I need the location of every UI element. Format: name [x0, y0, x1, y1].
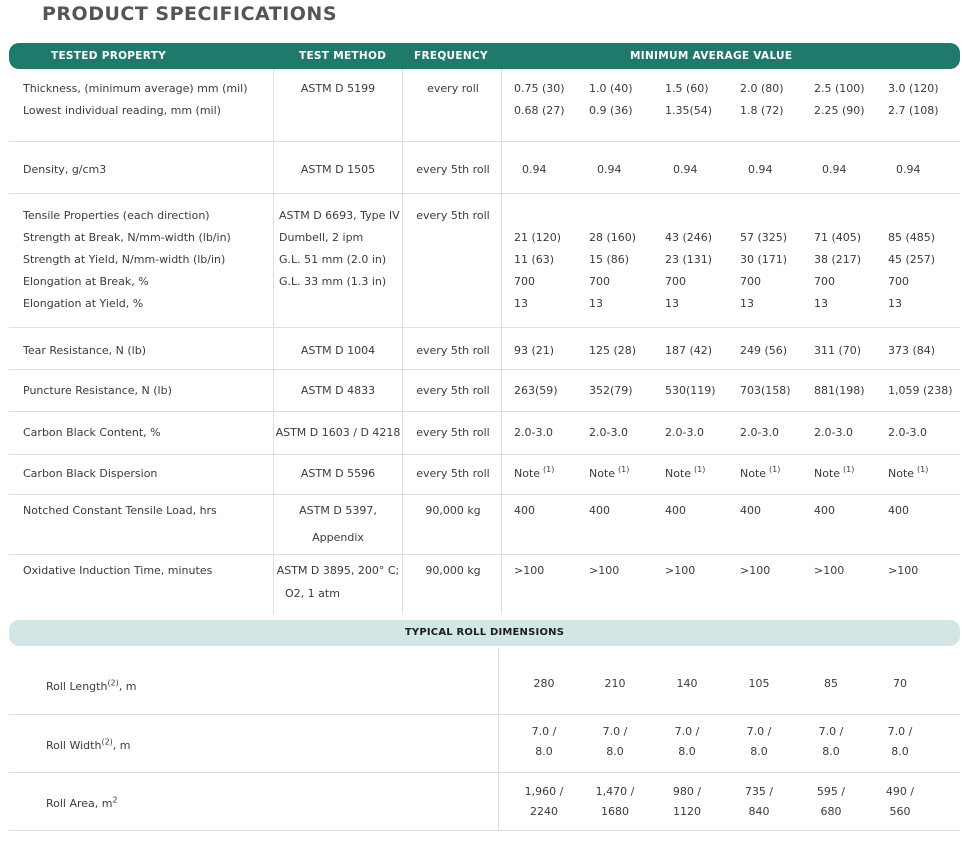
roll-value: 560 [889, 805, 911, 818]
spec-value: 0.68 (27) [514, 104, 565, 117]
spec-value: 700 [814, 275, 835, 288]
roll-value: 1,960 / [524, 785, 564, 798]
spec-value: 13 [740, 297, 754, 310]
roll-dimensions-header [9, 620, 960, 646]
row-notched [9, 495, 960, 555]
roll-value: 70 [893, 677, 907, 690]
test-method: ASTM D 6693, Type IV [279, 209, 400, 222]
spec-value: 400 [888, 504, 909, 517]
note-text: Note [589, 467, 616, 480]
roll-value: 680 [820, 805, 842, 818]
spec-value: 400 [589, 504, 610, 517]
prop-label: Carbon Black Content, % [23, 426, 161, 439]
note-ref: (1) [694, 465, 706, 475]
test-method: ASTM D 1603 / D 4218 [275, 426, 401, 439]
frequency: every 5th roll [416, 467, 490, 480]
prop-label: Lowest individual reading, mm (mil) [23, 104, 221, 117]
test-method: ASTM D 5397, [299, 504, 377, 517]
spec-value: 373 (84) [888, 344, 936, 357]
note-ref: (1) [843, 465, 855, 475]
test-method: ASTM D 1505 [300, 163, 376, 176]
spec-value: 43 (246) [665, 231, 713, 244]
frequency: every 5th roll [416, 426, 490, 439]
spec-value: 700 [665, 275, 686, 288]
roll-value: 1120 [673, 805, 701, 818]
roll-value: 7.0 / [531, 725, 557, 738]
spec-value: 0.94 [896, 163, 921, 176]
roll-value: 8.0 [535, 745, 553, 758]
test-method: ASTM D 4833 [300, 384, 376, 397]
spec-value: 187 (42) [665, 344, 713, 357]
test-method: ASTM D 5596 [300, 467, 376, 480]
spec-value: 700 [888, 275, 909, 288]
test-method: O2, 1 atm [285, 587, 340, 600]
roll-value: 8.0 [891, 745, 909, 758]
spec-value: 400 [514, 504, 535, 517]
spec-value: >100 [589, 564, 620, 577]
spec-value: 0.94 [522, 163, 547, 176]
spec-value: 352(79) [589, 384, 633, 397]
roll-value: 7.0 / [818, 725, 844, 738]
roll-value: 8.0 [606, 745, 624, 758]
row-tear [9, 328, 960, 370]
roll-value: 2240 [530, 805, 558, 818]
spec-value: 0.75 (30) [514, 82, 565, 95]
frequency: every 5th roll [416, 209, 490, 222]
spec-value: 1.5 (60) [665, 82, 709, 95]
roll-value: 980 / [672, 785, 702, 798]
roll-value: 1,470 / [595, 785, 635, 798]
frequency: 90,000 kg [425, 564, 481, 577]
row-tensile [9, 194, 960, 328]
spec-value: 3.0 (120) [888, 82, 939, 95]
row-carbon-content [9, 412, 960, 455]
prop-label: Elongation at Yield, % [23, 297, 144, 310]
row-roll-area [9, 773, 960, 831]
test-method: ASTM D 5199 [300, 82, 376, 95]
spec-value: 0.94 [597, 163, 622, 176]
test-method: ASTM D 3895, 200° C; [276, 564, 400, 577]
spec-value: 93 (21) [514, 344, 555, 357]
spec-value: 2.0-3.0 [740, 426, 779, 439]
prop-label: Carbon Black Dispersion [23, 467, 158, 480]
note-text: Note [888, 467, 915, 480]
spec-value: 2.0-3.0 [888, 426, 927, 439]
spec-value: >100 [888, 564, 919, 577]
note-value [814, 463, 854, 485]
roll-value: 7.0 / [602, 725, 628, 738]
spec-value: 11 (63) [514, 253, 555, 266]
header-min-avg-value: MINIMUM AVERAGE VALUE [630, 50, 793, 62]
spec-value: 400 [665, 504, 686, 517]
frequency: 90,000 kg [425, 504, 481, 517]
spec-value: 700 [514, 275, 535, 288]
spec-value: 2.7 (108) [888, 104, 939, 117]
frequency: every 5th roll [416, 384, 490, 397]
test-method: Appendix [312, 531, 364, 544]
frequency: every 5th roll [416, 163, 490, 176]
roll-value: 7.0 / [887, 725, 913, 738]
roll-value: 7.0 / [674, 725, 700, 738]
spec-value: 0.94 [673, 163, 698, 176]
roll-value: 210 [604, 677, 626, 690]
test-method: Dumbell, 2 ipm [279, 231, 364, 244]
note-text: Note [665, 467, 692, 480]
roll-value: 85 [824, 677, 838, 690]
spec-value: 13 [814, 297, 828, 310]
spec-value: 1,059 (238) [888, 384, 953, 397]
prop-label: Thickness, (minimum average) mm (mil) [23, 82, 248, 95]
spec-value: 125 (28) [589, 344, 637, 357]
spec-value: 0.94 [822, 163, 847, 176]
header-tested-property: TESTED PROPERTY [51, 50, 167, 62]
prop-label: Puncture Resistance, N (lb) [23, 384, 172, 397]
spec-value: 2.25 (90) [814, 104, 865, 117]
spec-value: 2.0-3.0 [814, 426, 853, 439]
spec-value: 2.0-3.0 [665, 426, 704, 439]
spec-value: 71 (405) [814, 231, 862, 244]
note-ref: (1) [917, 465, 929, 475]
prop-label: Strength at Yield, N/mm-width (lb/in) [23, 253, 226, 266]
spec-value: 881(198) [814, 384, 865, 397]
note-ref: (1) [618, 465, 630, 475]
row-thickness [9, 69, 960, 142]
prop-label: Tear Resistance, N (lb) [23, 344, 146, 357]
prop-label: Strength at Break, N/mm-width (lb/in) [23, 231, 231, 244]
test-method: ASTM D 1004 [300, 344, 376, 357]
page-title: PRODUCT SPECIFICATIONS [42, 3, 338, 25]
spec-value: 85 (485) [888, 231, 936, 244]
roll-value: 840 [748, 805, 770, 818]
spec-value: 28 (160) [589, 231, 637, 244]
note-value [589, 463, 629, 485]
row-roll-width [9, 715, 960, 773]
spec-value: >100 [514, 564, 545, 577]
spec-value: >100 [740, 564, 771, 577]
spec-value: 400 [740, 504, 761, 517]
spec-value: 15 (86) [589, 253, 630, 266]
prop-label: Tensile Properties (each direction) [23, 209, 210, 222]
prop-label: Elongation at Break, % [23, 275, 149, 288]
spec-value: >100 [665, 564, 696, 577]
note-value [888, 463, 928, 485]
spec-value: 1.0 (40) [589, 82, 633, 95]
roll-value: 280 [533, 677, 555, 690]
spec-value: 30 (171) [740, 253, 788, 266]
spec-value: 263(59) [514, 384, 558, 397]
spec-value: 45 (257) [888, 253, 936, 266]
note-text: Note [514, 467, 541, 480]
spec-value: 57 (325) [740, 231, 788, 244]
spec-value: 13 [514, 297, 528, 310]
spec-value: 311 (70) [814, 344, 862, 357]
frequency: every roll [427, 82, 479, 95]
note-text: Note [740, 467, 767, 480]
roll-value: 595 / [816, 785, 846, 798]
prop-label: Notched Constant Tensile Load, hrs [23, 504, 217, 517]
spec-value: 700 [740, 275, 761, 288]
spec-value: 700 [589, 275, 610, 288]
note-value [740, 463, 780, 485]
spec-value: 1.8 (72) [740, 104, 784, 117]
spec-value: 2.0-3.0 [514, 426, 553, 439]
roll-value: 8.0 [822, 745, 840, 758]
roll-value: 1680 [601, 805, 629, 818]
spec-table-header [9, 43, 960, 69]
test-method: G.L. 51 mm (2.0 in) [279, 253, 387, 266]
row-roll-length [9, 656, 960, 715]
note-ref: (1) [543, 465, 555, 475]
roll-dimensions-title: TYPICAL ROLL DIMENSIONS [404, 627, 565, 638]
roll-width-label: Roll Width$^{(2)}$, m [46, 737, 131, 752]
row-puncture [9, 370, 960, 412]
roll-area-label: Roll Area, $m^2$ [46, 795, 118, 810]
spec-value: 38 (217) [814, 253, 862, 266]
spec-value: 13 [665, 297, 679, 310]
roll-value: 105 [748, 677, 770, 690]
prop-label: Oxidative Induction Time, minutes [23, 564, 213, 577]
row-oxidative [9, 555, 960, 614]
row-density [9, 142, 960, 194]
roll-value: 7.0 / [746, 725, 772, 738]
header-test-method: TEST METHOD [299, 50, 387, 62]
spec-value: 1.35(54) [665, 104, 713, 117]
spec-value: 703(158) [740, 384, 791, 397]
prop-label: Density, g/cm3 [23, 163, 107, 176]
roll-length-label: Roll Length$^{(2)}$, m [46, 678, 137, 693]
note-value [514, 463, 554, 485]
note-value [665, 463, 705, 485]
header-frequency: FREQUENCY [414, 50, 488, 62]
spec-value: 400 [814, 504, 835, 517]
row-carbon-dispersion [9, 455, 960, 495]
test-method: G.L. 33 mm (1.3 in) [279, 275, 387, 288]
spec-value: >100 [814, 564, 845, 577]
roll-value: 735 / [744, 785, 774, 798]
roll-value: 140 [676, 677, 698, 690]
spec-value: 23 (131) [665, 253, 713, 266]
spec-value: 2.0 (80) [740, 82, 784, 95]
spec-value: 0.94 [748, 163, 773, 176]
spec-value: 2.0-3.0 [589, 426, 628, 439]
roll-value: 490 / [885, 785, 915, 798]
roll-value: 8.0 [750, 745, 768, 758]
spec-value: 13 [589, 297, 603, 310]
spec-value: 249 (56) [740, 344, 788, 357]
roll-value: 8.0 [678, 745, 696, 758]
note-text: Note [814, 467, 841, 480]
spec-value: 0.9 (36) [589, 104, 633, 117]
spec-value: 13 [888, 297, 902, 310]
spec-value: 530(119) [665, 384, 716, 397]
spec-value: 21 (120) [514, 231, 562, 244]
spec-value: 2.5 (100) [814, 82, 865, 95]
frequency: every 5th roll [416, 344, 490, 357]
note-ref: (1) [769, 465, 781, 475]
